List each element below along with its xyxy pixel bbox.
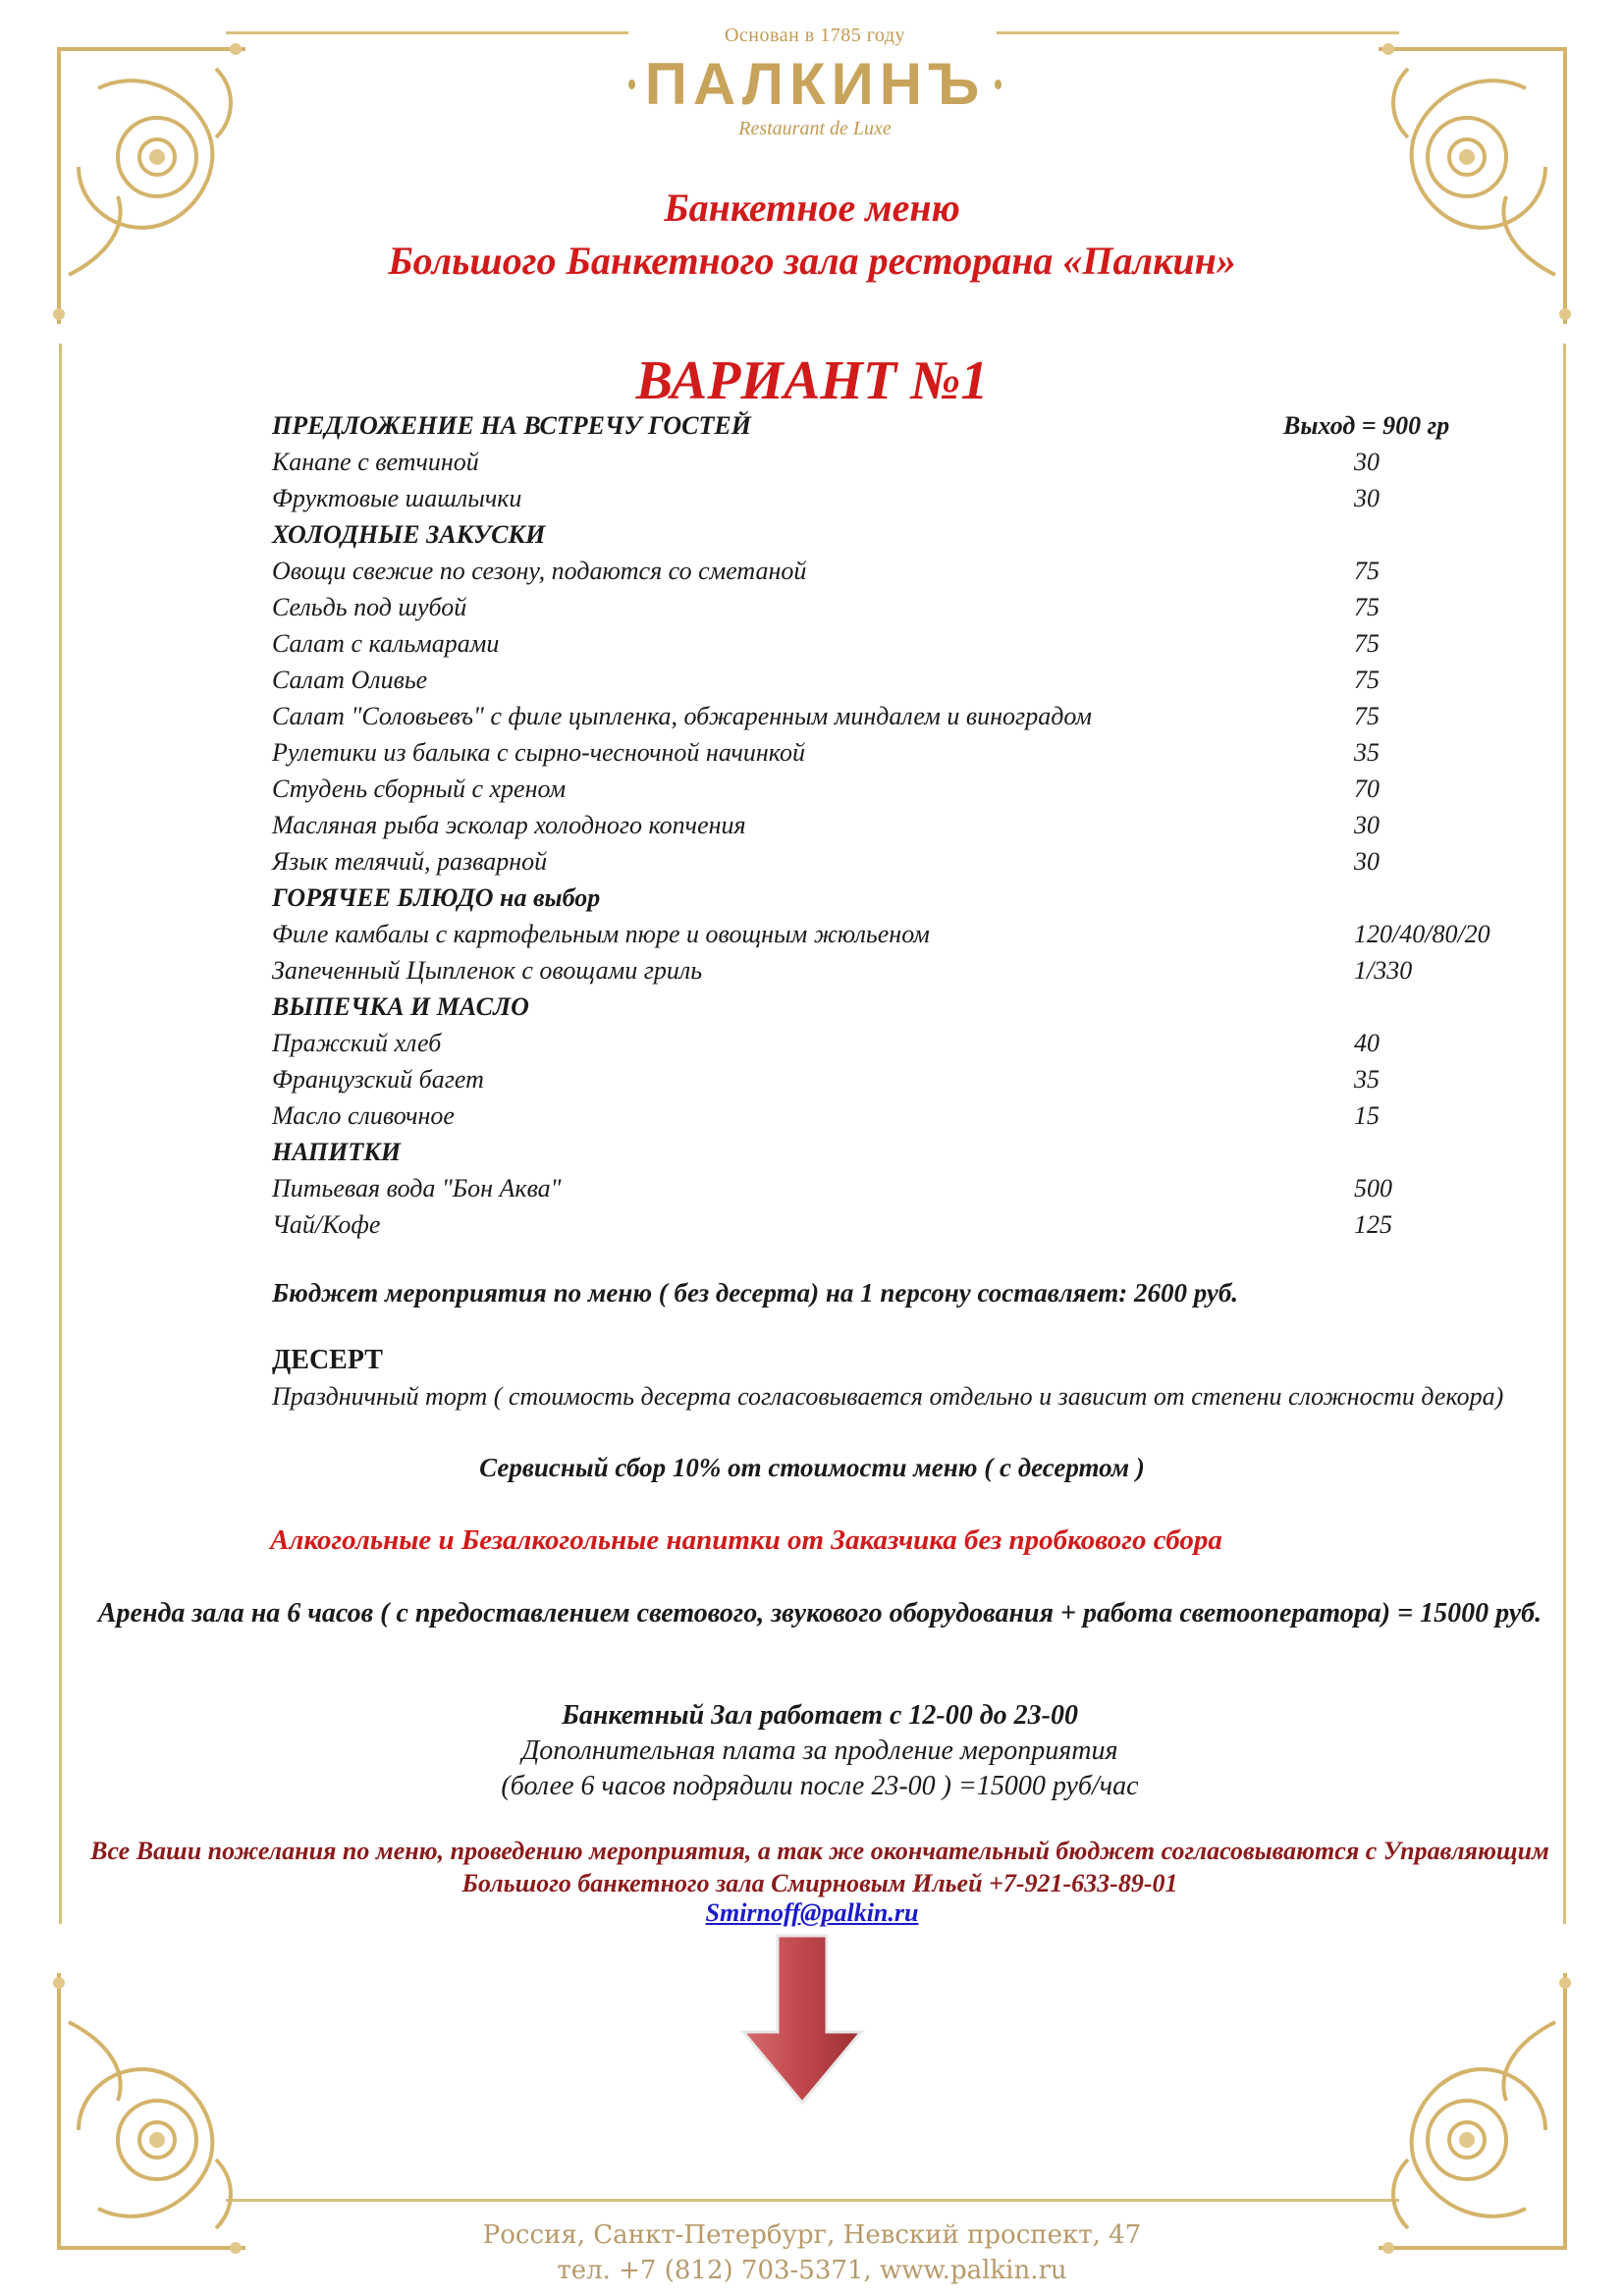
menu-item [272, 846, 1548, 882]
variant-heading: ВАРИАНТ №1 [635, 350, 989, 411]
item-name: Канапе с ветчиной [272, 448, 479, 476]
footer-phone-site: тел. +7 (812) 703-5371, www.palkin.ru [557, 2256, 1067, 2285]
item-name: Масляная рыба эсколар холодного копчения [272, 811, 746, 839]
item-weight: 125 [1354, 1210, 1392, 1239]
email-line [0, 1898, 1624, 1928]
item-weight: 15 [1354, 1101, 1380, 1130]
item-name: Салат с кальмарами [272, 629, 500, 658]
budget-line: Бюджет мероприятия по меню ( без десерта) на 1 персону составляет: 2600 руб. [272, 1278, 1239, 1308]
menu-section-header [272, 882, 1548, 919]
item-weight: 30 [1354, 847, 1380, 876]
item-name: Филе камбалы с картофельным пюре и овощным жюльеном [272, 920, 930, 948]
menu-item [272, 628, 1548, 665]
menu-item [272, 447, 1548, 483]
item-name: Салат Оливье [272, 666, 428, 694]
item-weight: 75 [1354, 629, 1380, 658]
dessert-description: Праздничный торт ( стоимость десерта согласовывается отдельно и зависит от степени сложности декора) [272, 1382, 1504, 1411]
item-weight: 30 [1354, 811, 1380, 839]
item-name: Пражский хлеб [272, 1029, 442, 1057]
menu-item [272, 665, 1548, 701]
extra-payment-rate: (более 6 часов подрядили после 23-00 ) =15000 руб/час [501, 1771, 1139, 1801]
item-name: Масло сливочное [272, 1101, 455, 1130]
item-weight: 1/330 [1354, 956, 1413, 985]
menu-section-header [272, 1137, 1548, 1173]
item-name: Салат "Соловьевъ" с филе цыпленка, обжаренным миндалем и виноградом [272, 702, 1092, 730]
item-weight: 75 [1354, 702, 1380, 730]
item-name: Французский багет [272, 1065, 484, 1094]
logo-name: ПАЛКИНЪ [644, 51, 986, 117]
item-weight: 35 [1354, 1065, 1380, 1094]
email-link[interactable]: Smirnoff@palkin.ru [705, 1898, 919, 1927]
footer-address: Россия, Санкт-Петербург, Невский проспект, 47 [482, 2220, 1142, 2250]
frame-bottom-line [226, 2199, 1399, 2202]
item-name: Овощи свежие по сезону, подаются со сметаной [272, 557, 807, 585]
item-weight: 30 [1354, 448, 1380, 476]
extra-payment: Дополнительная плата за продление мероприятия [521, 1735, 1118, 1766]
menu-item [272, 810, 1548, 846]
section-title: НАПИТКИ [272, 1138, 402, 1166]
menu-item [272, 919, 1548, 955]
menu-item [272, 955, 1548, 991]
menu-item [272, 701, 1548, 737]
item-name: Рулетики из балыка с сырно-чесночной начинкой [272, 738, 805, 767]
menu-section-header [272, 519, 1548, 556]
service-fee: Сервисный сбор 10% от стоимости меню ( с десертом ) [479, 1453, 1145, 1482]
menu-item [272, 1100, 1548, 1137]
item-weight: 30 [1354, 484, 1380, 512]
section-title: ХОЛОДНЫЕ ЗАКУСКИ [272, 520, 546, 549]
menu-item [272, 483, 1548, 519]
logo-dot-left [628, 80, 635, 89]
item-name: Студень сборный с хреном [272, 774, 567, 803]
menu-title-line1: Банкетное меню [664, 186, 960, 230]
item-name: Фруктовые шашлычки [272, 484, 522, 512]
frame-top-right-line [997, 31, 1399, 34]
menu-item [272, 556, 1548, 592]
menu-item [272, 737, 1548, 774]
alcohol-note: Алкогольные и Безалкогольные напитки от Заказчика без пробкового сбора [270, 1524, 1222, 1556]
item-name: Сельдь под шубой [272, 593, 467, 621]
item-name: Чай/Кофе [272, 1210, 381, 1239]
logo-name-row [628, 53, 1001, 116]
menu-item [272, 1173, 1548, 1209]
item-weight: 120/40/80/20 [1354, 920, 1490, 948]
frame-top-left-line [226, 31, 628, 34]
contact-note: Все Ваши пожелания по меню, проведению мероприятия, а так же окончательный бюджет согласовываются с Управляющим Большого банкетного зала Смирновым Ильей +7-921-633-89-01 [90, 1837, 1549, 1897]
frame-right-line [1563, 344, 1566, 1924]
hall-hours: Банкетный Зал работает с 12-00 до 23-00 [562, 1700, 1078, 1731]
item-weight: 75 [1354, 593, 1380, 621]
menu-item [272, 1209, 1548, 1246]
section-title: ВЫПЕЧКА И МАСЛО [272, 992, 529, 1021]
item-weight: 75 [1354, 666, 1380, 694]
menu-table [272, 410, 1548, 1246]
yield-total: Выход = 900 гр [1283, 411, 1450, 440]
frame-left-line [59, 344, 62, 1924]
menu-title-line2: Большого Банкетного зала ресторана «Палкин» [388, 239, 1236, 283]
item-weight: 70 [1354, 774, 1380, 803]
item-weight: 75 [1354, 557, 1380, 585]
menu-section-header [272, 410, 1548, 447]
menu-item [272, 1064, 1548, 1100]
item-name: Язык телячий, разварной [272, 847, 548, 876]
item-weight: 35 [1354, 738, 1380, 767]
menu-item [272, 592, 1548, 628]
hall-rent: Аренда зала на 6 часов ( с предоставлением светового, звукового оборудования + работа светооператора) = 15000 руб. [97, 1598, 1543, 1629]
item-weight: 500 [1354, 1174, 1392, 1202]
section-title: ГОРЯЧЕЕ БЛЮДО на выбор [272, 883, 601, 912]
menu-item [272, 774, 1548, 810]
restaurant-logo [628, 25, 1001, 140]
dessert-heading: ДЕСЕРТ [272, 1345, 383, 1375]
logo-founded-text: Основан в 1785 году [724, 25, 906, 46]
item-weight: 40 [1354, 1029, 1380, 1057]
item-name: Питьевая вода "Бон Аква" [272, 1174, 562, 1202]
menu-item [272, 1028, 1548, 1064]
item-name: Запеченный Цыпленок с овощами гриль [272, 956, 703, 985]
logo-subtitle: Restaurant de Luxe [738, 118, 892, 139]
menu-section-header [272, 991, 1548, 1028]
down-arrow-icon [738, 1934, 866, 2110]
logo-dot-right [995, 80, 1001, 89]
section-title: ПРЕДЛОЖЕНИЕ НА ВСТРЕЧУ ГОСТЕЙ [272, 411, 751, 440]
